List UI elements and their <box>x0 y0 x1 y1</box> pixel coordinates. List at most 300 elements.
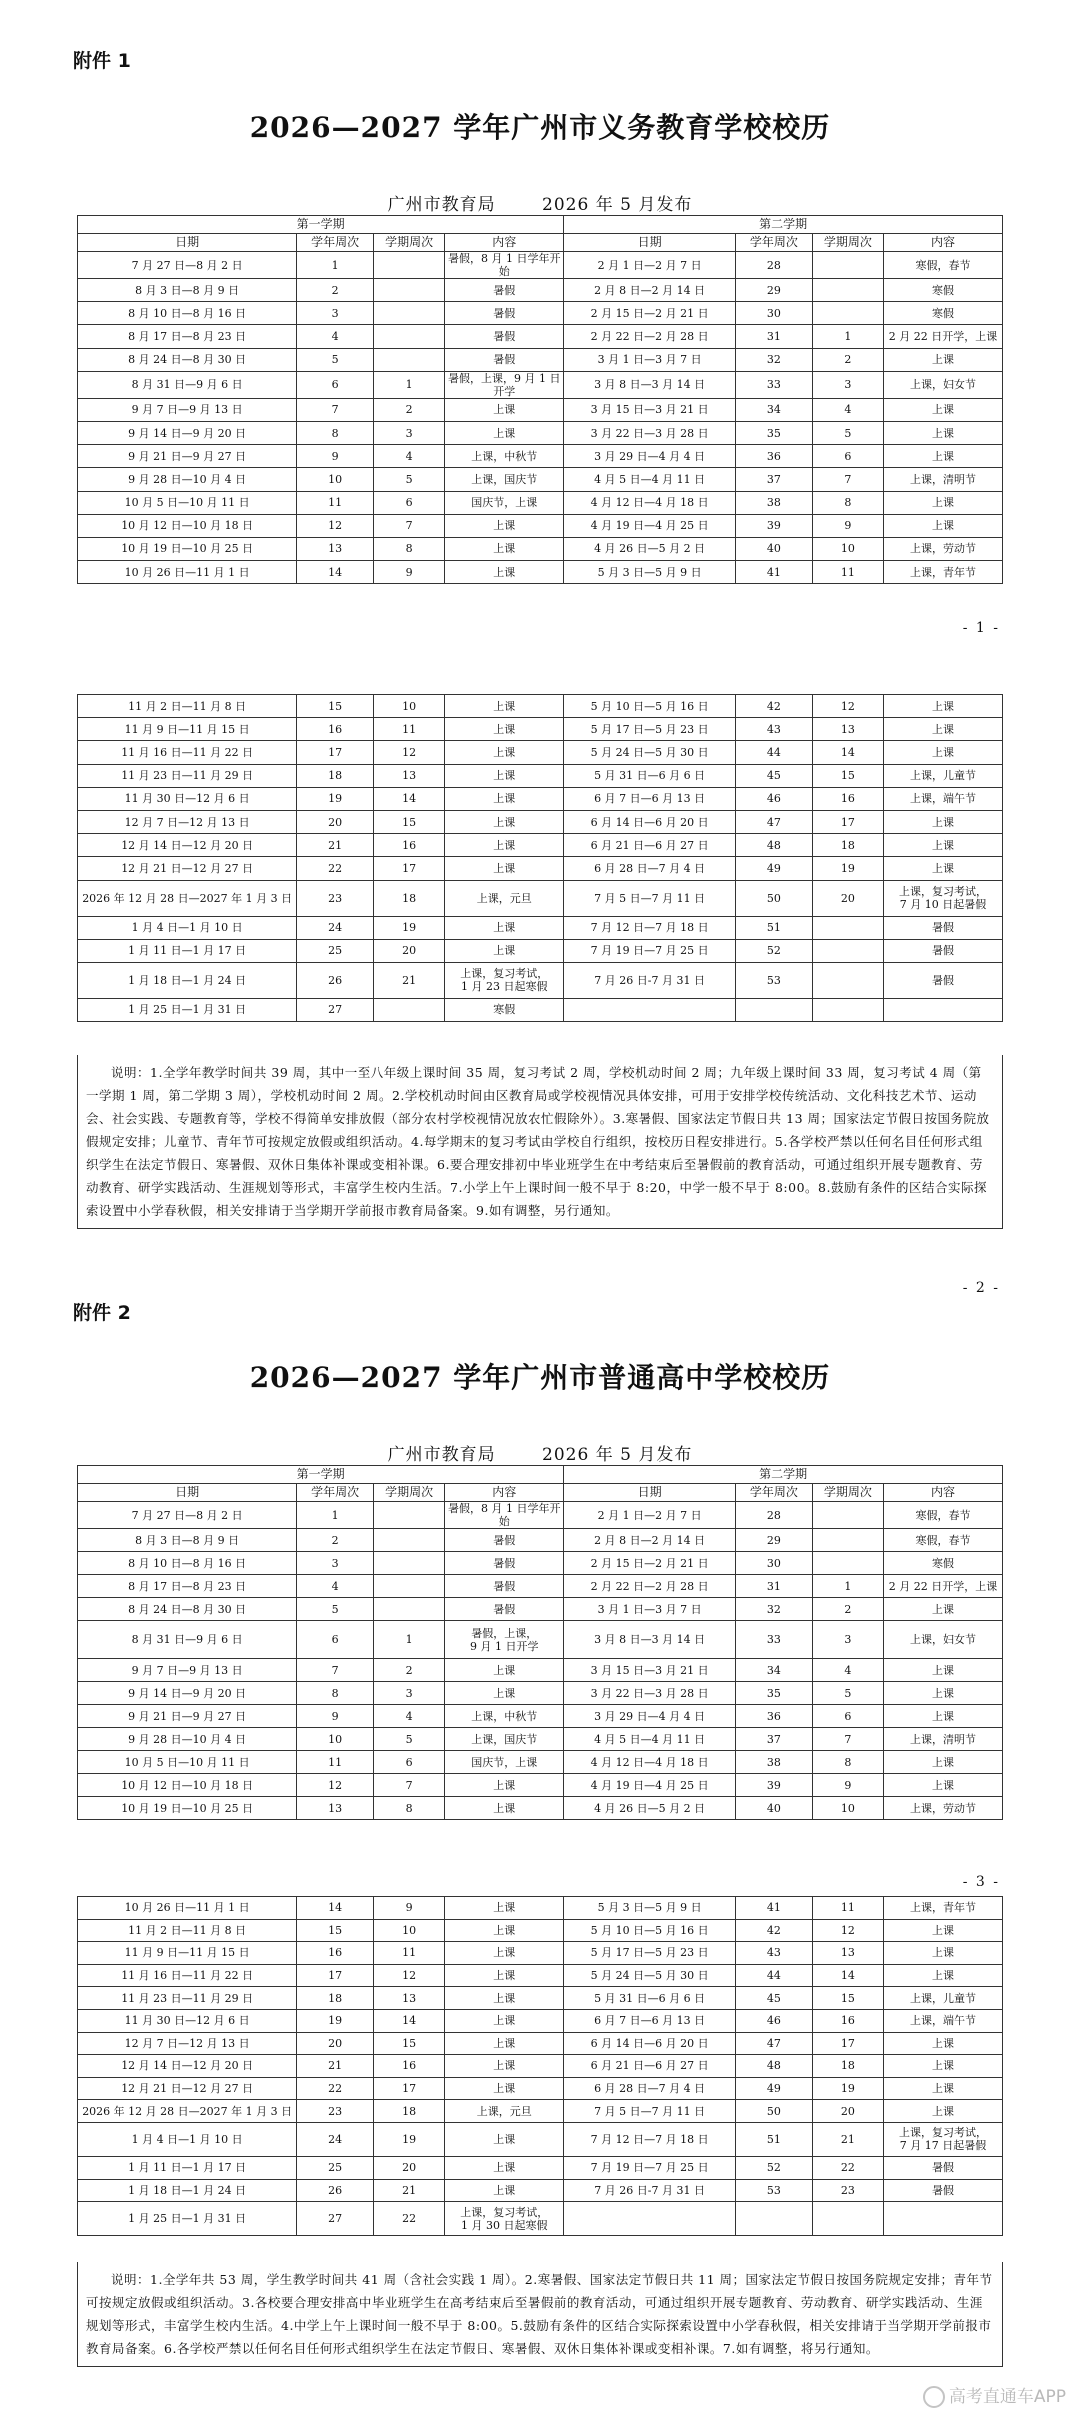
table-cell: 上课 <box>445 398 564 421</box>
table-cell: 1 <box>297 252 374 279</box>
table-cell: 46 <box>736 787 813 810</box>
table-cell: 19 <box>297 787 374 810</box>
table-row <box>78 302 1003 325</box>
table-cell: 48 <box>736 2055 813 2078</box>
table-row <box>78 1575 1003 1598</box>
table-cell: 27 <box>297 998 374 1021</box>
table-row <box>78 916 1003 939</box>
table-cell: 3 月 22 日—3 月 28 日 <box>564 1682 736 1705</box>
table-cell: 9 <box>812 514 883 537</box>
table-cell: 1 月 18 日—1 月 24 日 <box>78 2179 297 2202</box>
table-cell <box>884 2202 1003 2236</box>
table-cell: 暑假 <box>884 2179 1003 2202</box>
table-cell: 33 <box>736 371 813 398</box>
table-row <box>78 325 1003 348</box>
table-cell: 上课，儿童节 <box>884 764 1003 787</box>
table-cell: 1 <box>812 1575 883 1598</box>
table-cell: 10 <box>297 1728 374 1751</box>
table-cell: 5 <box>297 1598 374 1621</box>
table-cell: 9 月 14 日—9 月 20 日 <box>78 1682 297 1705</box>
table-cell: 12 月 7 日—12 月 13 日 <box>78 810 297 833</box>
table-cell: 寒假，春节 <box>884 1529 1003 1552</box>
table-cell: 暑假，上课， 9 月 1 日开学 <box>445 1621 564 1659</box>
table-cell: 22 <box>373 2202 444 2236</box>
table-cell: 47 <box>736 2032 813 2055</box>
table-cell <box>812 939 883 962</box>
table-cell: 39 <box>736 514 813 537</box>
table-cell: 暑假 <box>445 1529 564 1552</box>
table-row <box>78 1919 1003 1942</box>
table-cell: 2 <box>297 279 374 302</box>
table-row <box>78 468 1003 491</box>
table-cell: 14 <box>297 561 374 584</box>
table-cell: 上课 <box>445 1964 564 1987</box>
column-header: 学年周次 <box>297 234 374 252</box>
table-cell: 37 <box>736 468 813 491</box>
table-cell: 26 <box>297 962 374 998</box>
table-cell: 10 <box>812 1797 883 1820</box>
table-cell <box>373 1575 444 1598</box>
table-cell <box>812 916 883 939</box>
table-cell: 4 月 26 日—5 月 2 日 <box>564 537 736 560</box>
table-cell: 上课 <box>884 1964 1003 1987</box>
table-cell: 35 <box>736 421 813 444</box>
table-cell: 上课 <box>445 2077 564 2100</box>
table-cell: 国庆节，上课 <box>445 1751 564 1774</box>
table-cell <box>736 998 813 1021</box>
table-cell: 22 <box>297 2077 374 2100</box>
table-cell: 8 月 31 日—9 月 6 日 <box>78 1621 297 1659</box>
table-cell: 9 月 7 日—9 月 13 日 <box>78 398 297 421</box>
table-cell <box>812 1529 883 1552</box>
table-cell: 7 月 27 日—8 月 2 日 <box>78 1502 297 1529</box>
table-cell: 38 <box>736 491 813 514</box>
table-cell: 10 月 19 日—10 月 25 日 <box>78 537 297 560</box>
table-cell: 上课 <box>445 718 564 741</box>
table-cell: 12 <box>812 1919 883 1942</box>
table-cell: 10 月 12 日—10 月 18 日 <box>78 514 297 537</box>
table-cell: 4 月 12 日—4 月 18 日 <box>564 1751 736 1774</box>
table-cell: 上课 <box>884 2077 1003 2100</box>
table-cell: 2 月 22 日开学，上课 <box>884 1575 1003 1598</box>
table-cell <box>373 252 444 279</box>
table-row <box>78 1942 1003 1965</box>
table-row <box>78 695 1003 718</box>
table-cell: 3 <box>812 1621 883 1659</box>
table-cell: 暑假 <box>884 939 1003 962</box>
table-row <box>78 880 1003 916</box>
table-cell: 上课 <box>445 1774 564 1797</box>
table-cell: 3 <box>297 302 374 325</box>
table-cell: 50 <box>736 880 813 916</box>
table-cell: 暑假 <box>445 302 564 325</box>
column-header: 日期 <box>78 1484 297 1502</box>
table-cell: 寒假 <box>884 279 1003 302</box>
table-cell: 30 <box>736 302 813 325</box>
table-cell: 上课 <box>445 2122 564 2156</box>
table-cell: 上课，复习考试， 1 月 30 日起寒假 <box>445 2202 564 2236</box>
table-cell: 11 <box>297 1751 374 1774</box>
table-cell: 上课 <box>884 2055 1003 2078</box>
table-cell <box>373 1502 444 1529</box>
table-cell: 上课 <box>884 1598 1003 1621</box>
table-row <box>78 1621 1003 1659</box>
table-cell: 5 月 24 日—5 月 30 日 <box>564 741 736 764</box>
table-cell: 18 <box>812 834 883 857</box>
column-header: 内容 <box>884 1484 1003 1502</box>
table-cell: 9 月 28 日—10 月 4 日 <box>78 1728 297 1751</box>
table-cell: 上课 <box>445 1659 564 1682</box>
table-cell: 21 <box>297 2055 374 2078</box>
table-cell: 6 月 14 日—6 月 20 日 <box>564 810 736 833</box>
table-cell <box>812 1502 883 1529</box>
table-row <box>78 1682 1003 1705</box>
table-cell: 10 月 12 日—10 月 18 日 <box>78 1774 297 1797</box>
table-cell: 49 <box>736 2077 813 2100</box>
doc2-issuer-line <box>0 1440 1080 1465</box>
table-cell: 上课 <box>445 1987 564 2010</box>
table-cell: 上课，清明节 <box>884 1728 1003 1751</box>
table-cell: 41 <box>736 561 813 584</box>
table-cell: 上课，复习考试， 7 月 17 日起暑假 <box>884 2122 1003 2156</box>
table-cell: 暑假，上课，9 月 1 日开学 <box>445 371 564 398</box>
table-row <box>78 1987 1003 2010</box>
page-number-2: - 2 - <box>962 1280 1000 1296</box>
table-cell: 2 月 15 日—2 月 21 日 <box>564 302 736 325</box>
table-cell: 上课 <box>445 421 564 444</box>
table-cell: 20 <box>297 2032 374 2055</box>
table-cell: 上课 <box>884 810 1003 833</box>
table-cell <box>812 302 883 325</box>
table-cell: 7 <box>297 1659 374 1682</box>
watermark-text: 高考直通车APP <box>948 2387 1066 2407</box>
doc2-title: 2026—2027 学年广州市普通高中学校校历 <box>249 1361 831 1394</box>
table-cell: 6 月 28 日—7 月 4 日 <box>564 857 736 880</box>
table-cell: 7 <box>812 1728 883 1751</box>
term-header-1: 第一学期 <box>78 1466 564 1484</box>
table-cell: 上课 <box>884 1682 1003 1705</box>
table-cell: 3 月 22 日—3 月 28 日 <box>564 421 736 444</box>
table-cell: 上课 <box>884 398 1003 421</box>
table-cell: 2 月 15 日—2 月 21 日 <box>564 1552 736 1575</box>
table-cell: 2 月 1 日—2 月 7 日 <box>564 252 736 279</box>
table-cell: 16 <box>373 834 444 857</box>
table-cell: 上课，妇女节 <box>884 1621 1003 1659</box>
table-cell: 6 月 21 日—6 月 27 日 <box>564 834 736 857</box>
table-cell: 8 <box>373 1797 444 1820</box>
table-cell: 12 月 21 日—12 月 27 日 <box>78 857 297 880</box>
table-row <box>78 857 1003 880</box>
table-cell: 19 <box>373 2122 444 2156</box>
table-cell: 4 <box>812 1659 883 1682</box>
table-cell: 2 月 1 日—2 月 7 日 <box>564 1502 736 1529</box>
column-header: 学年周次 <box>736 234 813 252</box>
table-cell: 3 月 8 日—3 月 14 日 <box>564 371 736 398</box>
table-cell: 18 <box>373 880 444 916</box>
table-cell: 15 <box>812 1987 883 2010</box>
table-cell: 51 <box>736 2122 813 2156</box>
table-cell: 上课 <box>445 2179 564 2202</box>
table-cell: 上课 <box>884 1919 1003 1942</box>
table-cell: 20 <box>373 939 444 962</box>
table-cell: 11 月 30 日—12 月 6 日 <box>78 2009 297 2032</box>
table-cell: 暑假 <box>445 1598 564 1621</box>
table-cell: 寒假 <box>445 998 564 1021</box>
column-header: 学年周次 <box>297 1484 374 1502</box>
page-number-3: - 3 - <box>962 1874 1000 1890</box>
table-cell: 暑假 <box>884 916 1003 939</box>
table-cell: 19 <box>297 2009 374 2032</box>
table-cell: 25 <box>297 939 374 962</box>
table-cell <box>812 252 883 279</box>
table-cell: 上课，青年节 <box>884 1897 1003 1920</box>
table-cell: 21 <box>373 2179 444 2202</box>
table-cell: 上课 <box>445 1897 564 1920</box>
table-row <box>78 279 1003 302</box>
table-cell: 1 <box>373 371 444 398</box>
table-cell: 18 <box>297 764 374 787</box>
table-cell: 44 <box>736 741 813 764</box>
table-cell: 4 <box>812 398 883 421</box>
table-cell: 16 <box>812 787 883 810</box>
table-cell: 4 月 12 日—4 月 18 日 <box>564 491 736 514</box>
table-cell: 15 <box>373 2032 444 2055</box>
table-cell: 4 月 5 日—4 月 11 日 <box>564 468 736 491</box>
table-cell: 5 月 10 日—5 月 16 日 <box>564 1919 736 1942</box>
table-cell: 20 <box>812 2100 883 2123</box>
table-cell: 暑假 <box>884 2156 1003 2179</box>
table-cell: 暑假，8 月 1 日学年开始 <box>445 1502 564 1529</box>
table-cell: 上课 <box>445 741 564 764</box>
table-cell: 7 月 12 日—7 月 18 日 <box>564 2122 736 2156</box>
term-header-2: 第二学期 <box>564 216 1003 234</box>
table-cell: 7 <box>812 468 883 491</box>
table-cell: 9 <box>297 1705 374 1728</box>
table-cell: 暑假 <box>445 325 564 348</box>
table-cell: 9 月 7 日—9 月 13 日 <box>78 1659 297 1682</box>
table-cell: 4 <box>297 325 374 348</box>
doc2-calendar-table-part2 <box>77 1896 1003 2236</box>
table-cell: 5 月 24 日—5 月 30 日 <box>564 1964 736 1987</box>
table-cell: 暑假，8 月 1 日学年开始 <box>445 252 564 279</box>
table-cell: 上课，复习考试， 7 月 10 日起暑假 <box>884 880 1003 916</box>
table-row <box>78 939 1003 962</box>
table-cell: 上课 <box>445 2032 564 2055</box>
table-cell: 暑假 <box>445 1575 564 1598</box>
table-cell: 上课，端午节 <box>884 787 1003 810</box>
table-cell: 17 <box>297 1964 374 1987</box>
column-header: 日期 <box>564 234 736 252</box>
table-cell: 23 <box>297 2100 374 2123</box>
table-cell: 13 <box>373 764 444 787</box>
app-logo-icon <box>923 2386 945 2408</box>
table-cell: 10 月 19 日—10 月 25 日 <box>78 1797 297 1820</box>
table-cell <box>373 1598 444 1621</box>
table-cell: 19 <box>812 2077 883 2100</box>
table-cell: 上课，清明节 <box>884 468 1003 491</box>
table-row <box>78 561 1003 584</box>
table-cell: 上课 <box>445 939 564 962</box>
table-cell <box>884 998 1003 1021</box>
table-cell: 6 <box>297 371 374 398</box>
doc1-title: 2026—2027 学年广州市义务教育学校校历 <box>249 111 831 144</box>
table-cell: 上课 <box>445 810 564 833</box>
table-cell: 9 月 14 日—9 月 20 日 <box>78 421 297 444</box>
doc1-notes: 说明：1.全学年教学时间共 39 周，其中一至八年级上课时间 35 周，复习考试 2 周，学校机动时间 2 周；九年级上课时间 33 周，复习考试 4 周（第一学期 1 周，第二学期 3 周），学校机动时间 2 周。2.学校机动时间由区教育局或学校视情况具体安排，可用于安排学校传统活动、文化科技艺术节、运动会、社会实践、专题教育等，学校不得简单安排放假（部分农村学校视情况放农忙假除外）。3.寒暑假、国家法定节假日共 13 周；国家法定节假日按国务院放假规定安排；儿童节、青年节可按规定放假或组织活动。4.每学期末的复习考试由学校自行组织，按校历日程安排进行。5.各学校严禁以任何名目任何形式组织学生在法定节假日、寒暑假、双休日集体补课或变相补课。6.要合理安排初中毕业班学生在中考结束后至暑假前的教育活动，可通过组织开展专题教育、劳动教育、研学实践活动、生涯规划等形式，丰富学生校内生活。7.小学上午上课时间一般不早于 8:20，中学一般不早于 8:00。8.鼓励有条件的区结合实际探索设置中小学春秋假，相关安排请于当学期开学前报市教育局备案。9.如有调整，另行通知。 <box>77 1055 1003 1229</box>
table-row <box>78 2009 1003 2032</box>
attachment-label-2: 附件 2 <box>73 1302 131 1324</box>
table-cell: 3 月 8 日—3 月 14 日 <box>564 1621 736 1659</box>
table-cell: 23 <box>297 880 374 916</box>
table-cell: 上课，妇女节 <box>884 371 1003 398</box>
table-cell: 上课 <box>884 491 1003 514</box>
table-cell: 19 <box>373 916 444 939</box>
table-cell: 9 <box>297 445 374 468</box>
table-cell: 2 月 22 日开学，上课 <box>884 325 1003 348</box>
doc1-issuer: 广州市教育局 <box>387 195 496 215</box>
table-cell: 6 月 7 日—6 月 13 日 <box>564 787 736 810</box>
table-cell: 11 <box>373 1942 444 1965</box>
table-row <box>78 371 1003 398</box>
table-cell: 上课，中秋节 <box>445 1705 564 1728</box>
table-cell <box>812 962 883 998</box>
table-row <box>78 2077 1003 2100</box>
table-cell: 上课 <box>884 695 1003 718</box>
table-cell <box>812 1552 883 1575</box>
table-cell: 上课 <box>445 1919 564 1942</box>
column-header: 日期 <box>78 234 297 252</box>
table-cell: 1 月 4 日—1 月 10 日 <box>78 2122 297 2156</box>
table-cell: 12 月 7 日—12 月 13 日 <box>78 2032 297 2055</box>
table-cell: 4 月 19 日—4 月 25 日 <box>564 514 736 537</box>
table-cell: 45 <box>736 764 813 787</box>
term-header-2: 第二学期 <box>564 1466 1003 1484</box>
table-cell: 1 月 18 日—1 月 24 日 <box>78 962 297 998</box>
table-cell: 上课 <box>884 445 1003 468</box>
table-cell: 17 <box>812 2032 883 2055</box>
table-cell: 15 <box>297 695 374 718</box>
doc1-calendar-table-part2 <box>77 694 1003 1022</box>
table-cell: 3 <box>373 421 444 444</box>
table-cell: 7 月 26 日-7 月 31 日 <box>564 962 736 998</box>
table-cell: 20 <box>297 810 374 833</box>
table-cell: 3 月 1 日—3 月 7 日 <box>564 348 736 371</box>
table-cell: 8 月 31 日—9 月 6 日 <box>78 371 297 398</box>
table-cell: 8 <box>297 421 374 444</box>
table-cell: 上课 <box>445 2156 564 2179</box>
column-header: 内容 <box>884 234 1003 252</box>
table-row <box>78 1552 1003 1575</box>
table-row <box>78 252 1003 279</box>
table-cell: 5 月 10 日—5 月 16 日 <box>564 695 736 718</box>
table-cell: 11 月 16 日—11 月 22 日 <box>78 1964 297 1987</box>
table-cell <box>812 998 883 1021</box>
term-header-1: 第一学期 <box>78 216 564 234</box>
table-cell: 12 <box>297 1774 374 1797</box>
table-cell: 46 <box>736 2009 813 2032</box>
table-cell: 27 <box>297 2202 374 2236</box>
table-cell: 25 <box>297 2156 374 2179</box>
table-row <box>78 2179 1003 2202</box>
doc2-issue-date: 2026 年 5 月发布 <box>542 1445 693 1465</box>
table-cell: 43 <box>736 718 813 741</box>
table-cell: 42 <box>736 695 813 718</box>
table-cell: 6 <box>812 1705 883 1728</box>
table-cell: 14 <box>297 1897 374 1920</box>
table-cell: 1 月 11 日—1 月 17 日 <box>78 939 297 962</box>
table-cell: 3 <box>812 371 883 398</box>
table-cell: 4 <box>297 1575 374 1598</box>
table-row <box>78 810 1003 833</box>
table-cell: 上课 <box>884 1751 1003 1774</box>
table-cell: 6 <box>297 1621 374 1659</box>
table-cell: 10 <box>373 695 444 718</box>
table-cell: 16 <box>297 718 374 741</box>
table-cell: 37 <box>736 1728 813 1751</box>
table-cell: 6 <box>373 1751 444 1774</box>
table-cell: 13 <box>373 1987 444 2010</box>
table-cell: 10 月 26 日—11 月 1 日 <box>78 561 297 584</box>
table-cell: 6 月 28 日—7 月 4 日 <box>564 2077 736 2100</box>
table-row <box>78 2156 1003 2179</box>
table-cell: 8 月 3 日—8 月 9 日 <box>78 1529 297 1552</box>
table-cell: 8 月 17 日—8 月 23 日 <box>78 1575 297 1598</box>
table-cell: 5 月 17 日—5 月 23 日 <box>564 1942 736 1965</box>
table-row <box>78 2122 1003 2156</box>
table-cell: 7 月 12 日—7 月 18 日 <box>564 916 736 939</box>
table-cell: 14 <box>812 741 883 764</box>
table-cell: 4 月 26 日—5 月 2 日 <box>564 1797 736 1820</box>
table-cell: 11 月 23 日—11 月 29 日 <box>78 1987 297 2010</box>
table-cell: 寒假 <box>884 302 1003 325</box>
table-cell: 10 <box>812 537 883 560</box>
table-cell: 2 <box>373 398 444 421</box>
table-row <box>78 741 1003 764</box>
table-row <box>78 787 1003 810</box>
table-row <box>78 2032 1003 2055</box>
table-row <box>78 1751 1003 1774</box>
table-cell: 上课 <box>884 741 1003 764</box>
table-cell: 3 月 29 日—4 月 4 日 <box>564 1705 736 1728</box>
table-cell: 15 <box>297 1919 374 1942</box>
table-cell <box>373 1552 444 1575</box>
table-cell: 暑假 <box>445 279 564 302</box>
table-cell: 38 <box>736 1751 813 1774</box>
table-cell: 8 月 10 日—8 月 16 日 <box>78 1552 297 1575</box>
table-cell: 6 月 14 日—6 月 20 日 <box>564 2032 736 2055</box>
table-cell: 上课，元旦 <box>445 880 564 916</box>
table-cell: 15 <box>812 764 883 787</box>
table-cell: 2 <box>373 1659 444 1682</box>
table-cell: 15 <box>373 810 444 833</box>
table-cell: 5 <box>812 421 883 444</box>
table-cell: 上课，青年节 <box>884 561 1003 584</box>
doc1-issuer-line <box>0 190 1080 215</box>
table-cell: 48 <box>736 834 813 857</box>
table-cell: 上课，元旦 <box>445 2100 564 2123</box>
table-cell: 7 月 27 日—8 月 2 日 <box>78 252 297 279</box>
table-cell: 31 <box>736 1575 813 1598</box>
table-cell: 上课 <box>445 2009 564 2032</box>
table-row <box>78 2202 1003 2236</box>
table-row <box>78 1529 1003 1552</box>
doc2-issuer: 广州市教育局 <box>387 1445 496 1465</box>
table-cell: 4 月 19 日—4 月 25 日 <box>564 1774 736 1797</box>
table-row <box>78 2100 1003 2123</box>
table-cell: 17 <box>373 857 444 880</box>
table-row <box>78 348 1003 371</box>
table-cell: 上课 <box>884 1705 1003 1728</box>
